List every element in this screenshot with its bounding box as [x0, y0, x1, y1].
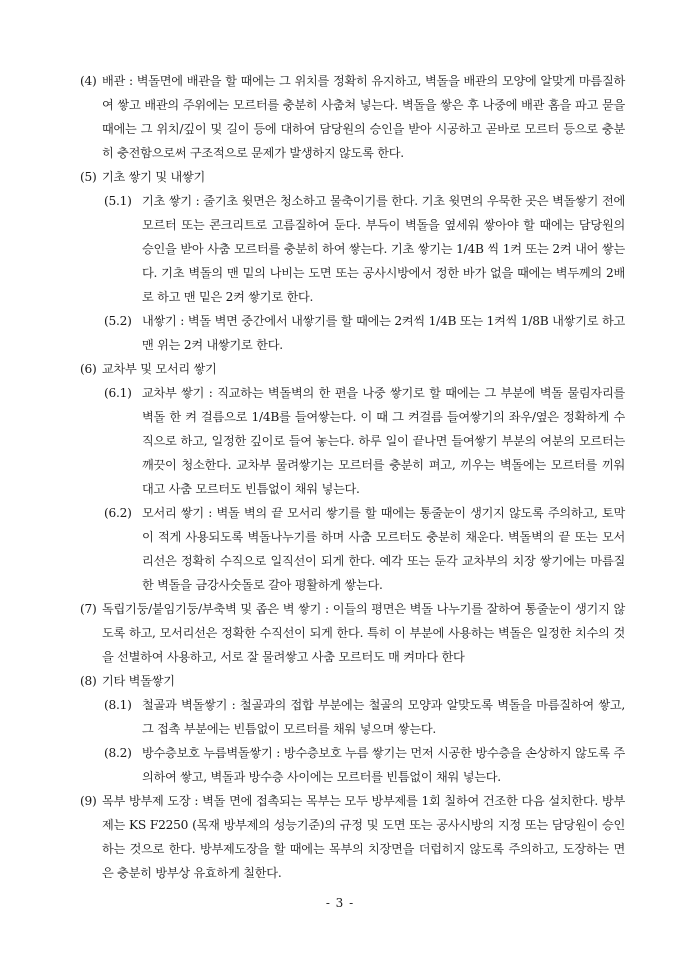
section-4 [80, 69, 625, 165]
subsection-number: (5.1) [104, 194, 132, 208]
section-6 [80, 357, 625, 381]
subsection-6-2 [80, 501, 625, 597]
subsection-5-2 [80, 309, 625, 357]
section-5 [80, 165, 625, 189]
section-number: (5) [80, 170, 97, 184]
section-number: (8) [80, 674, 97, 688]
subsection-text: 모서리 쌓기 : 벽돌 벽의 끝 모서리 쌓기를 할 때에는 통줄눈이 생기지 않도록 주의하고, 토막이 적게 사용되도록 벽돌나누기를 하며 사춤 모르터도 충분히 채운다. 벽돌벽의 끝 또는 모서리선은 정확히 수직으로 일직선이 되게 한다. 예각 또는 둔각 교차부의 치장 쌓기에는 마름질한 벽돌을 금강사숫돌로 갈아 평활하게 쌓는다. [142, 506, 625, 592]
section-text: 목부 방부제 도장 : 벽돌 면에 접촉되는 목부는 모두 방부제를 1회 칠하여 건조한 다음 설치한다. 방부제는 KS F2250 (목재 방부제의 성능기준)의 규정 및 도면 또는 공사시방의 지정 또는 담당원이 승인하는 것으로 한다. 방부제도장을 할 때에는 목부의 치장면을 더럽히지 않도록 주의하고, 도장하는 면은 충분히 방부상 유효하게 칠한다. [102, 794, 625, 880]
subsection-text: 철골과 벽돌쌓기 : 철골과의 접합 부분에는 철골의 모양과 알맞도록 벽돌을 마름질하여 쌓고, 그 접촉 부분에는 빈틈없이 모르터를 채워 넣으며 쌓는다. [142, 698, 625, 736]
section-8 [80, 669, 625, 693]
subsection-text: 교차부 쌓기 : 직교하는 벽돌벽의 한 편을 나중 쌓기로 할 때에는 그 부분에 벽돌 물림자리를 벽돌 한 켜 걸름으로 1/4B를 들여쌓는다. 이 때 그 켜걸름 들여쌓기의 좌우/옆은 정확하게 수직으로 하고, 일정한 깊이로 들여 놓는다. 하루 일이 끝나면 들여쌓기 부분의 여분의 모르터는 깨끗이 청소한다. 교차부 물려쌓기는 모르터를 충분히 펴고, 끼우는 벽돌에는 모르터를 끼워 대고 사춤 모르터도 빈틈없이 채워 넣는다. [142, 386, 625, 496]
section-number: (4) [80, 74, 97, 88]
section-7 [80, 597, 625, 669]
subsection-text: 방수층보호 누름벽돌쌓기 : 방수층보호 누름 쌓기는 먼저 시공한 방수층을 손상하지 않도록 주의하여 쌓고, 벽돌과 방수층 사이에는 모르터를 빈틈없이 채워 넣는다. [142, 746, 625, 784]
section-heading: 교차부 및 모서리 쌓기 [102, 362, 217, 376]
subsection-text: 내쌓기 : 벽돌 벽면 중간에서 내쌓기를 할 때에는 2켜씩 1/4B 또는 1켜씩 1/8B 내쌓기로 하고 맨 위는 2켜 내쌓기로 한다. [142, 314, 625, 352]
section-text: 독립기둥/붙임기둥/부축벽 및 좁은 벽 쌓기 : 이들의 평면은 벽돌 나누기를 잘하여 통줄눈이 생기지 않도록 하고, 모서리선은 정확한 수직선이 되게 한다. 특히 이 부분에 사용하는 벽돌은 일정한 치수의 것을 선별하여 사용하고, 서로 잘 물려쌓고 사춤 모르터도 매 켜마다 한다 [102, 602, 625, 664]
subsection-number: (6.1) [104, 386, 132, 400]
section-heading: 기타 벽돌쌓기 [102, 674, 175, 688]
subsection-number: (6.2) [104, 506, 132, 520]
subsection-number: (8.2) [104, 746, 132, 760]
subsection-8-1 [80, 693, 625, 741]
section-heading: 기초 쌓기 및 내쌓기 [102, 170, 206, 184]
subsection-8-2 [80, 741, 625, 789]
subsection-text: 기초 쌓기 : 줄기초 윗면은 청소하고 물축이기를 한다. 기초 윗면의 우묵한 곳은 벽돌쌓기 전에 모르터 또는 콘크리트로 고름질하여 둔다. 부득이 벽돌을 옆세워 쌓아야 할 때에는 담당원의 승인을 받아 사춤 모르터를 충분히 하여 쌓는다. 기초 쌓기는 1/4B 씩 1켜 또는 2켜 내어 쌓는다. 기초 벽돌의 맨 밑의 나비는 도면 또는 공사시방에서 정한 바가 없을 때에는 벽두께의 2배로 하고 맨 밑은 2켜 쌓기로 한다. [142, 194, 625, 304]
section-text: 배관 : 벽돌면에 배관을 할 때에는 그 위치를 정확히 유지하고, 벽돌을 배관의 모양에 알맞게 마름질하여 쌓고 배관의 주위에는 모르터를 충분히 사춤쳐 넣는다. 벽돌을 쌓은 후 나중에 배관 홈을 파고 묻을 때에는 그 위치/깊이 및 길이 등에 대하여 담당원의 승인을 받아 시공하고 곧바로 모르터 등으로 충분히 충전함으로써 구조적으로 문제가 발생하지 않도록 한다. [102, 74, 625, 160]
subsection-number: (8.1) [104, 698, 132, 712]
section-9 [80, 789, 625, 885]
section-number: (9) [80, 794, 97, 808]
document-body [80, 69, 625, 885]
subsection-number: (5.2) [104, 314, 132, 328]
page-number: - 3 - [325, 896, 355, 910]
subsection-6-1 [80, 381, 625, 501]
section-number: (6) [80, 362, 97, 376]
subsection-5-1 [80, 189, 625, 309]
section-number: (7) [80, 602, 97, 616]
